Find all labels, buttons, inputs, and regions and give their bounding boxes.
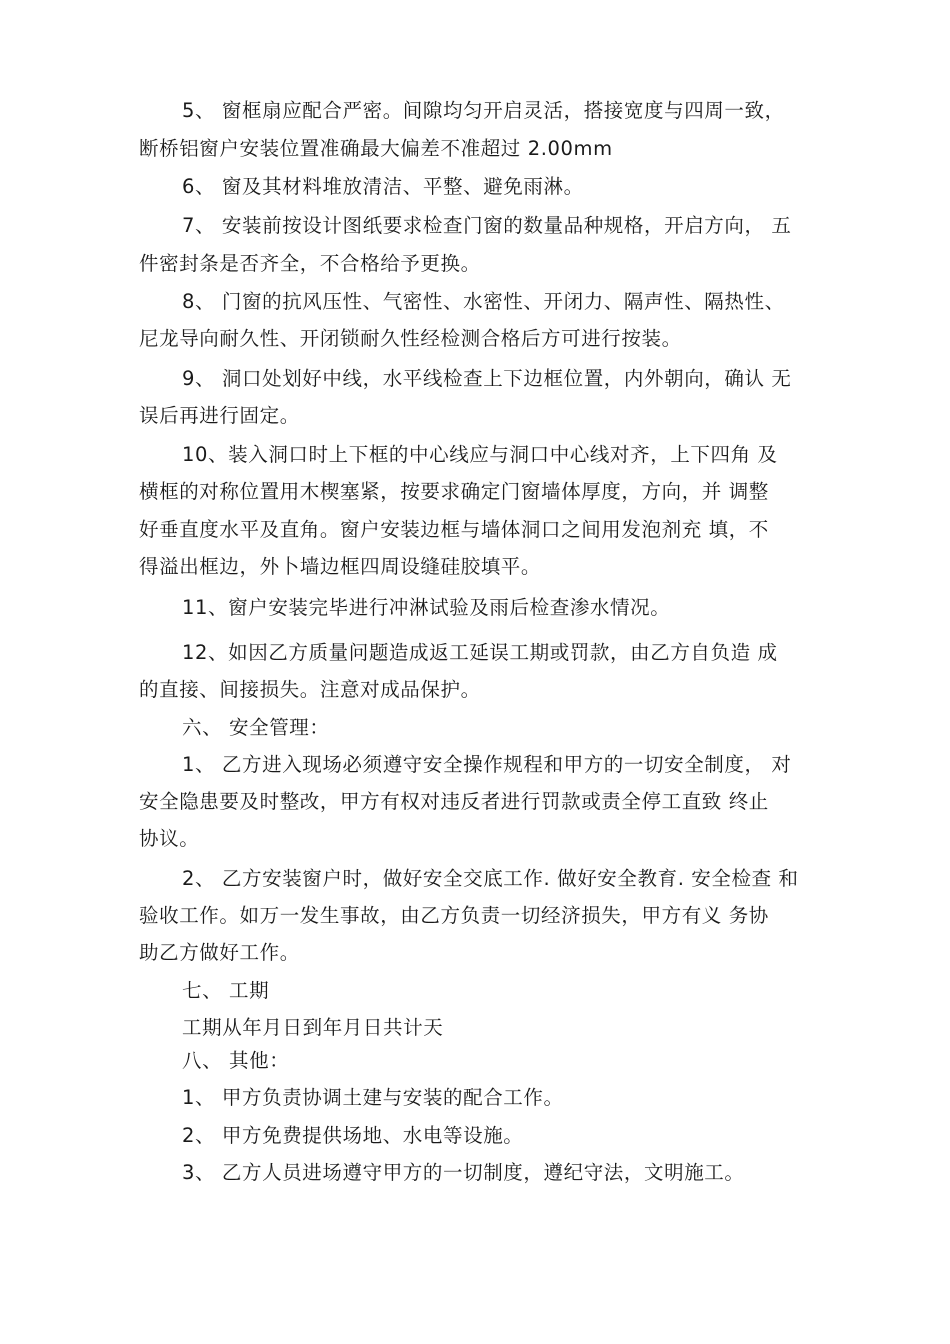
paragraph-line: 横框的对称位置用木楔塞紧，按要求确定门窗墙体厚度，方向，并 调整 xyxy=(139,480,769,503)
section-heading: 八、 其他： xyxy=(182,1049,290,1072)
paragraph-line: 协议。 xyxy=(139,827,200,850)
paragraph-line: 工期从年月日到年月日共计天 xyxy=(182,1016,444,1039)
paragraph-line: 3、 乙方人员进场遵守甲方的一切制度，遵纪守法，文明施工。 xyxy=(182,1161,745,1184)
paragraph-line: 9、 洞口处划好中线，水平线检查上下边框位置，内外朝向，确认 无 xyxy=(182,367,792,390)
paragraph-line: 2、 甲方免费提供场地、水电等设施。 xyxy=(182,1124,524,1147)
paragraph-line: 8、 门窗的抗风压性、气密性、水密性、开闭力、隔声性、隔热性、 xyxy=(182,290,785,313)
paragraph-line: 的直接、间接损失。注意对成品保护。 xyxy=(139,678,481,701)
paragraph-line: 安全隐患要及时整改，甲方有权对违反者进行罚款或责全停工直致 终止 xyxy=(139,790,769,813)
paragraph-line: 1、 乙方进入现场必须遵守安全操作规程和甲方的一切安全制度， 对 xyxy=(182,753,792,776)
section-heading: 七、 工期 xyxy=(182,979,270,1002)
paragraph-line: 助乙方做好工作。 xyxy=(139,941,300,964)
paragraph-line: 误后再进行固定。 xyxy=(139,404,300,427)
paragraph-line: 断桥铝窗户安装位置准确最大偏差不准超过 2.00mm xyxy=(139,137,613,160)
paragraph-line: 7、 安装前按设计图纸要求检查门窗的数量品种规格，开启方向， 五 xyxy=(182,214,792,237)
paragraph-line: 1、 甲方负责协调土建与安装的配合工作。 xyxy=(182,1086,564,1109)
section-heading: 六、 安全管理： xyxy=(182,716,330,739)
paragraph-line: 10、装入洞口时上下框的中心线应与洞口中心线对齐，上下四角 及 xyxy=(182,443,778,466)
paragraph-line: 6、 窗及其材料堆放清洁、平整、避免雨淋。 xyxy=(182,175,584,198)
paragraph-line: 12、如因乙方质量问题造成返工延误工期或罚款，由乙方自负造 成 xyxy=(182,641,778,664)
paragraph-line: 5、 窗框扇应配合严密。间隙均匀开启灵活，搭接宽度与四周一致， xyxy=(182,99,785,122)
paragraph-line: 好垂直度水平及直角。窗户安装边框与墙体洞口之间用发泡剂充 填，不 xyxy=(139,518,769,541)
paragraph-line: 2、 乙方安装窗户时，做好安全交底工作. 做好安全教育. 安全检查 和 xyxy=(182,867,799,890)
paragraph-line: 件密封条是否齐全，不合格给予更换。 xyxy=(139,252,481,275)
paragraph-line: 得溢出框边，外卜墙边框四周设缝硅胶填平。 xyxy=(139,555,542,578)
paragraph-line: 尼龙导向耐久性、开闭锁耐久性经检测合格后方可进行按装。 xyxy=(139,327,682,350)
paragraph-line: 11、窗户安装完毕进行冲淋试验及雨后检查渗水情况。 xyxy=(182,596,671,619)
paragraph-line: 验收工作。如万一发生事故，由乙方负责一切经济损失，甲方有义 务协 xyxy=(139,904,769,927)
